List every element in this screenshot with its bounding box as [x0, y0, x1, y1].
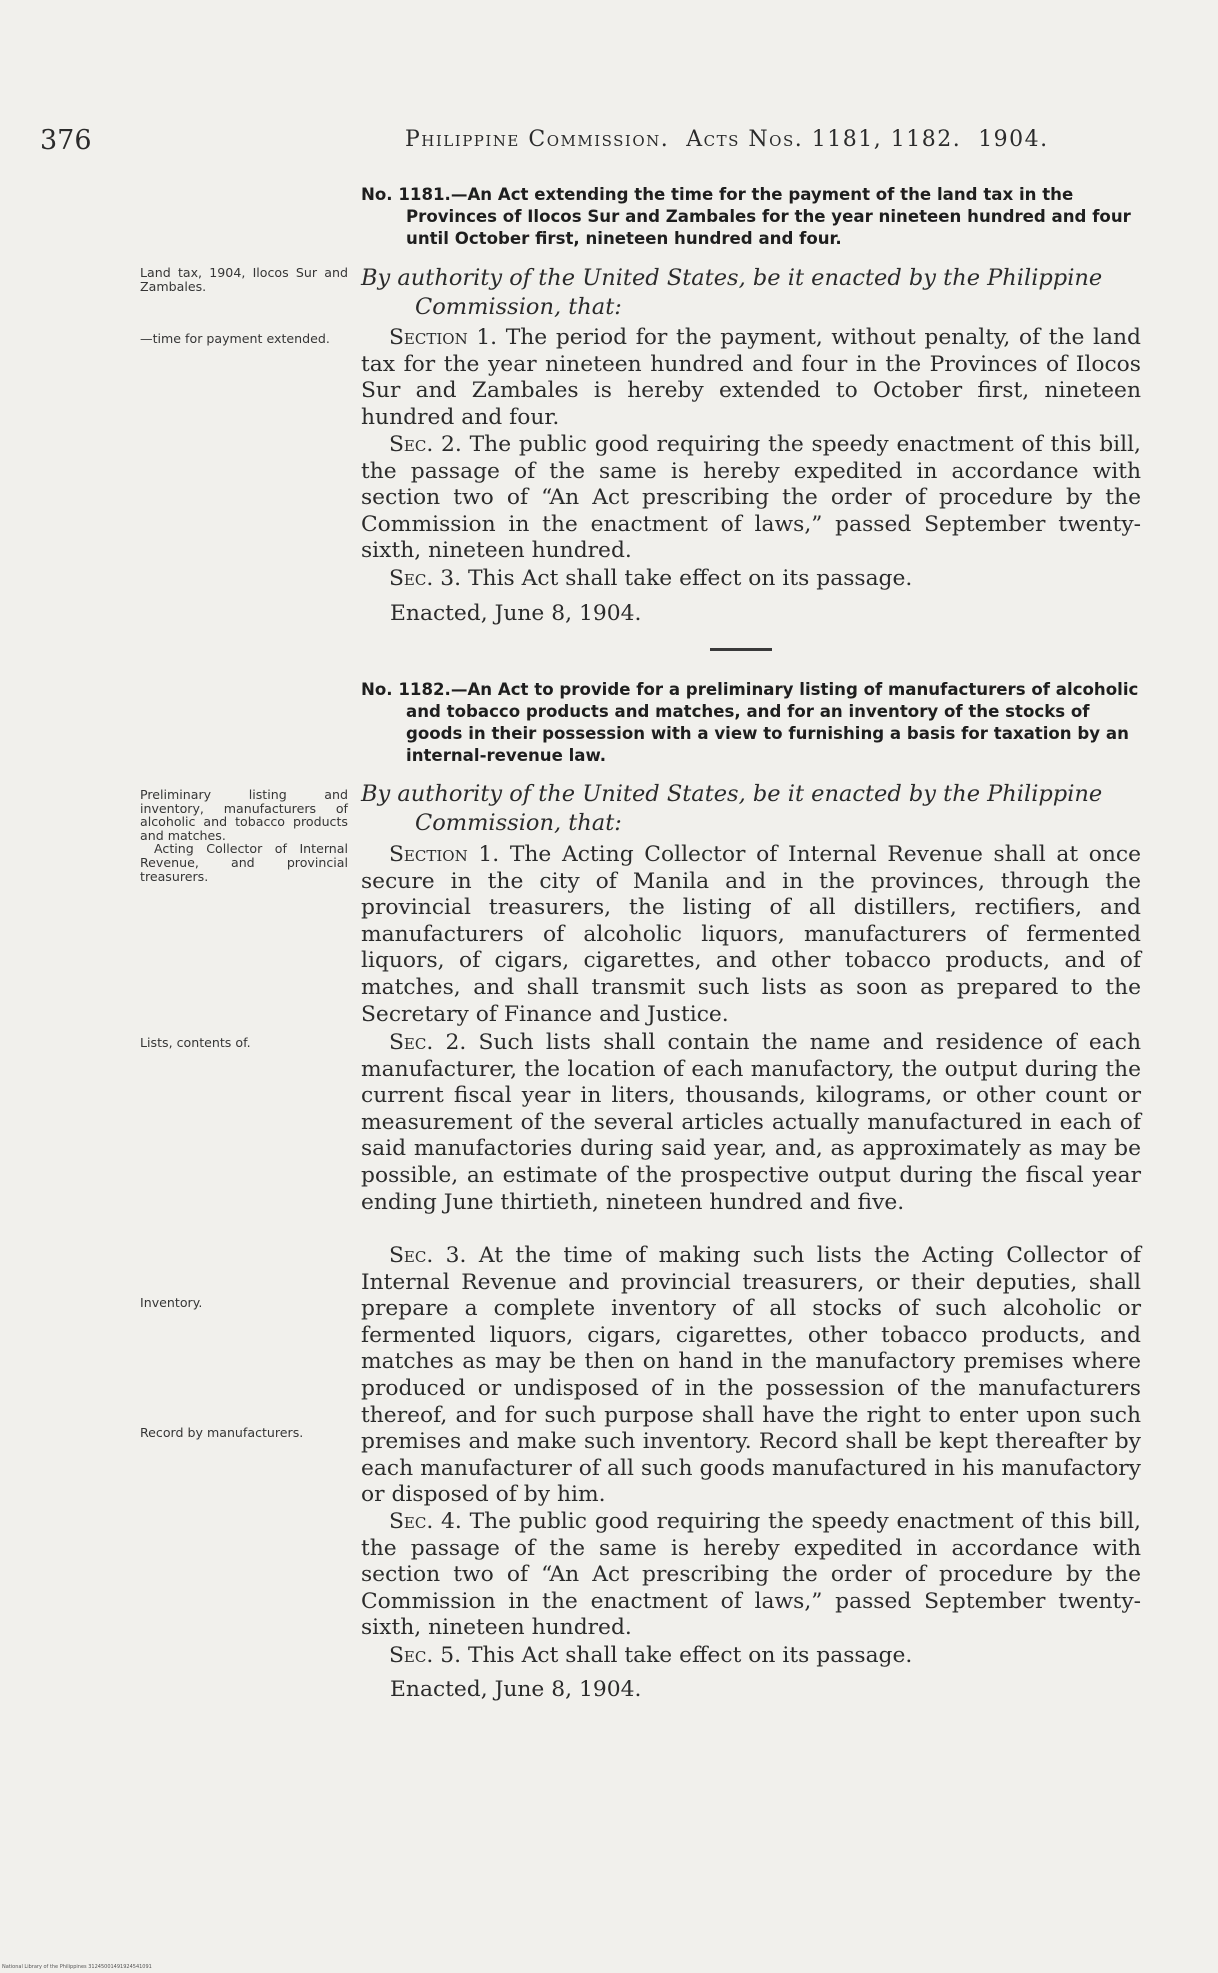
sidenote-land-tax: [140, 266, 348, 293]
section-lead: Section 1.: [389, 325, 498, 350]
act-1182-section-5: [361, 1643, 1141, 1670]
act-1182-enact-line1: By authority of the United States, be it enacted by the Philippine: [361, 781, 1103, 807]
page-header: [40, 125, 1100, 159]
sidenote-acting-collector: Acting Collector of Internal Revenue, and provincial treasurers.: [140, 841, 348, 884]
section-text: At the time of making such lists the Acting Collector of Internal Revenue and provincial treasurers, or their deputies, shall prepare a complete inventory of all stocks of such alcoholic or fermented liquors, cigars, cigarettes, other tobacco products, and matches as may be then on hand in the manufactory premises where produced or undisposed of in the possession of the manufacturers thereof, and for such purpose shall have the right to enter upon such premises and make such inventory. Record shall be kept thereafter by each manufacturer of all such goods manufactured in his manufactory or disposed of by him.: [361, 1243, 1141, 1508]
scan-footer: National Library of the Philippines 31245001491924541091: [2, 1964, 152, 1970]
section-text: The public good requiring the speedy enactment of this bill, the passage of the same is hereby expedited in accordance with section two of “An Act prescribing the order of procedure by the Commission in the enactment of laws,” passed September twenty-sixth, nineteen hundred.: [361, 432, 1141, 564]
running-head-year: 1904.: [978, 127, 1049, 152]
section-lead: Sec. 2.: [389, 1030, 467, 1055]
section-text: This Act shall take effect on its passage.: [467, 1643, 913, 1668]
act-1181-title-line1: No. 1181.—An Act extending the time for the payment of the land tax: [361, 185, 1014, 204]
act-1182-section-4: [361, 1509, 1141, 1642]
act-1181-title-rest: in the Provinces of Ilocos Sur and Zambales for the year nineteen hundred and four until October first, nineteen hundred and four.: [406, 185, 1131, 248]
act-1181-section-2: [361, 432, 1141, 565]
act-1182-title-line1: No. 1182.—An Act to provide for a preliminary listing of manufacturers: [361, 680, 1026, 699]
section-lead: Sec. 4.: [389, 1509, 462, 1534]
sidenote-text: Preliminary listing and inventory, manufacturers of alcoholic and tobacco products and matches.: [140, 787, 348, 843]
section-lead: Sec. 3.: [389, 1243, 467, 1268]
sidenote-text: —time for payment extended.: [140, 331, 330, 346]
act-1181-enacted-date: Enacted, June 8, 1904.: [390, 601, 642, 626]
act-1181-enacting-clause: [361, 264, 1141, 322]
act-1181-title: [361, 184, 1141, 250]
act-1182-section-2: [361, 1030, 1141, 1216]
running-head-acts: Acts Nos. 1181, 1182.: [686, 127, 962, 152]
running-head: [405, 127, 1049, 152]
sidenote-text: Lists, contents of.: [140, 1035, 251, 1050]
sidenote-record-by-manufacturers: [140, 1426, 348, 1440]
page-number: 376: [40, 125, 92, 156]
section-text: The period for the payment, without penalty, of the land tax for the year nineteen hundred and four in the Provinces of Ilocos Sur and Zambales is hereby extended to October first, nineteen hundred and four.: [361, 325, 1142, 430]
act-1182-section-3: [361, 1243, 1141, 1509]
act-1182-title-rest: of alcoholic and tobacco products and matches, and for an inventory of the stocks of goods in their possession with a view to furnishing a basis for taxation by an internal-revenue law.: [406, 680, 1139, 765]
act-1181-section-3: [361, 566, 1141, 593]
act-1182-enacting-clause: [361, 780, 1141, 838]
act-1181-section-1: [361, 325, 1141, 431]
act-1182-title: [361, 679, 1141, 767]
act-1181-enact-line1: By authority of the United States, be it enacted by the Philippine: [361, 265, 1103, 291]
act-1182-enacted-date: Enacted, June 8, 1904.: [390, 1677, 642, 1702]
sidenote-text: Inventory.: [140, 1295, 203, 1310]
section-lead: Section 1.: [389, 842, 500, 867]
sidenote-text: Record by manufacturers.: [140, 1425, 304, 1440]
sidenote-time-extended: [140, 332, 348, 346]
section-text: The public good requiring the speedy enactment of this bill, the passage of the same is hereby expedited in accordance with section two of “An Act prescribing the order of procedure by the Commission in the enactment of laws,” passed September twenty-sixth, nineteen hundred.: [361, 1509, 1141, 1641]
section-lead: Sec. 5.: [389, 1643, 462, 1668]
running-head-commission: Philippine Commission.: [405, 127, 670, 152]
sidenote-inventory: [140, 1296, 350, 1310]
section-text: Such lists shall contain the name and residence of each manufacturer, the location of each manufactory, the output during the current fiscal year in liters, thousands, kilograms, or other count or measurement of the several articles actually manufactured in each of said manufactories during said year, and, as approximately as may be possible, an estimate of the prospective output during the fiscal year ending June thirtieth, nineteen hundred and five.: [361, 1030, 1141, 1215]
section-text: This Act shall take effect on its passage.: [467, 566, 913, 591]
sidenote-preliminary-listing: [140, 788, 348, 883]
act-1181-enact-line2: Commission, that:: [415, 294, 622, 320]
act-1182-section-1: [361, 842, 1141, 1028]
section-lead: Sec. 2.: [389, 432, 462, 457]
act-1182-enact-line2: Commission, that:: [415, 810, 622, 836]
section-text: The Acting Collector of Internal Revenue shall at once secure in the city of Manila and in the provinces, through the provincial treasurers, the listing of all distillers, rectifiers, and manufacturers of alcoholic liquors, manufacturers of fermented liquors, of cigars, cigarettes, and other tobacco products, and of matches, and shall transmit such lists as soon as prepared to the Secretary of Finance and Justice.: [361, 842, 1141, 1027]
section-lead: Sec. 3.: [389, 566, 462, 591]
section-divider: [710, 648, 772, 651]
sidenote-text: Land tax, 1904, Ilocos Sur and Zambales.: [140, 265, 348, 294]
sidenote-lists-contents: [140, 1036, 350, 1050]
